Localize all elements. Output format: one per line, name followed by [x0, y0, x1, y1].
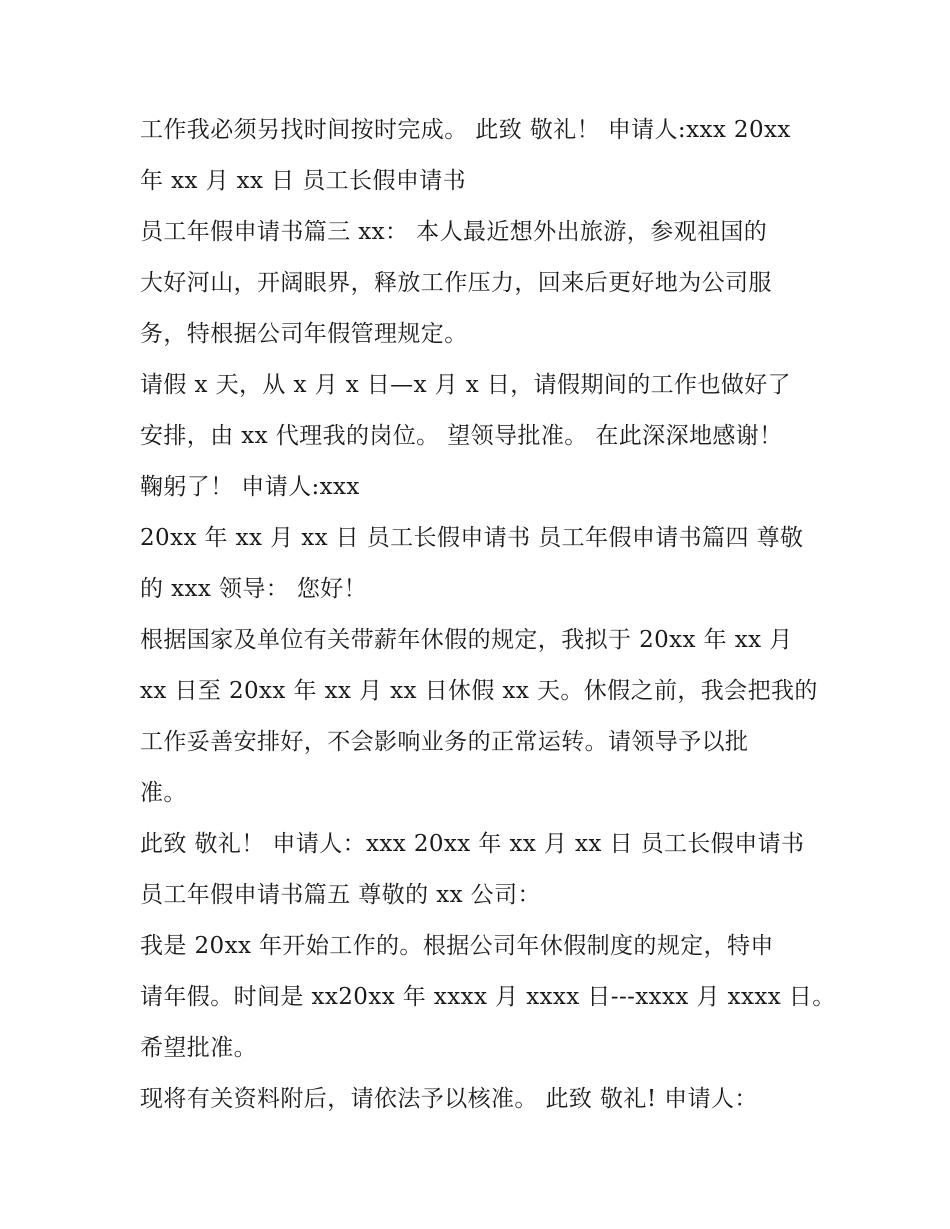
text-line: 安排，由 xx 代理我的岗位。 望领导批准。 在此深深地感谢！: [140, 423, 783, 449]
text-line: 务，特根据公司年假管理规定。: [140, 321, 468, 347]
text-line: 此致 敬礼！ 申请人：xxx 20xx 年 xx 月 xx 日 员工长假申请书: [140, 831, 805, 857]
text-line: 现将有关资料附后，请依法予以核准。 此致 敬礼! 申请人：: [140, 1086, 758, 1112]
text-line: 请年假。时间是 xx20xx 年 xxxx 月 xxxx 日---xxxx 月 xxxx 日。: [140, 984, 836, 1010]
text-line: 准。: [140, 780, 187, 806]
text-line: 的 xxx 领导： 您好！: [140, 576, 368, 602]
text-line: xx 日至 20xx 年 xx 月 xx 日休假 xx 天。休假之前，我会把我的: [140, 678, 818, 704]
text-line: 员工年假申请书篇三 xx： 本人最近想外出旅游，参观祖国的: [140, 219, 768, 245]
text-line: 年 xx 月 xx 日 员工长假申请书: [140, 168, 467, 194]
text-line: 鞠躬了！ 申请人:xxx: [140, 474, 360, 500]
text-line: 工作我必须另找时间按时完成。 此致 敬礼！ 申请人:xxx 20xx: [140, 117, 791, 143]
text-line: 20xx 年 xx 月 xx 日 员工长假申请书 员工年假申请书篇四 尊敬: [140, 525, 804, 551]
text-line: 大好河山，开阔眼界，释放工作压力，回来后更好地为公司服: [140, 270, 772, 296]
text-line: 希望批准。: [140, 1035, 257, 1061]
text-line: 请假 x 天，从 x 月 x 日—x 月 x 日，请假期间的工作也做好了: [140, 372, 792, 398]
text-line: 我是 20xx 年开始工作的。根据公司年休假制度的规定，特申: [140, 933, 774, 959]
text-line: 员工年假申请书篇五 尊敬的 xx 公司：: [140, 882, 541, 908]
text-line: 根据国家及单位有关带薪年休假的规定，我拟于 20xx 年 xx 月: [140, 627, 793, 653]
document-page: [140, 110, 836, 1130]
text-line: 工作妥善安排好，不会影响业务的正常运转。请领导予以批: [140, 729, 749, 755]
